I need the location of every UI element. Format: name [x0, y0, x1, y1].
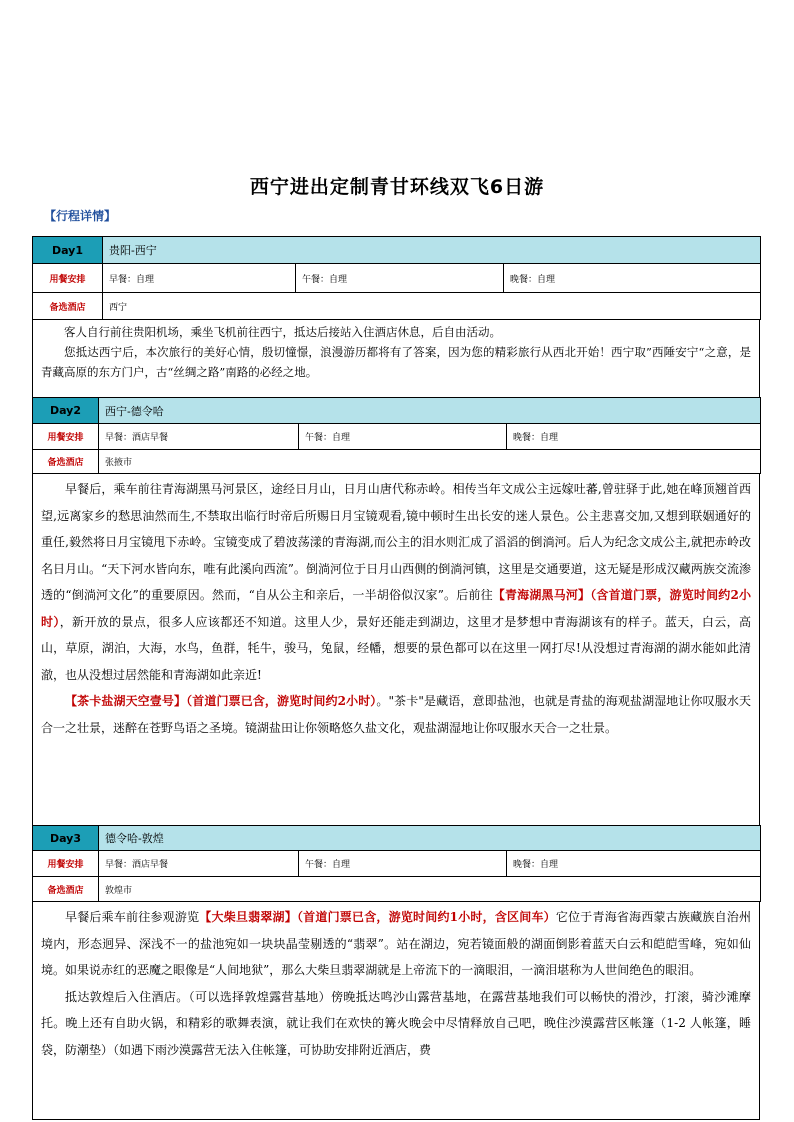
- meals-label: 用餐安排: [33, 851, 99, 877]
- day-1-block: [32, 236, 760, 398]
- hotel-label: 备选酒店: [33, 877, 99, 902]
- paragraph-text: 早餐后，乘车前往青海湖黑马河景区，途经日月山，日月山唐代称赤岭。相传当年文成公主远嫁吐蕃,曾驻驿于此,她在峰顶翘首西望,远离家乡的愁思油然而生,不禁取出临行时帝后所赐日月宝镜观看,镜中顿时生出长安的迷人景色。公主悲喜交加,又想到联姻通好的重任,毅然将日月宝镜甩下赤岭。宝镜变成了碧波荡漾的青海湖,而公主的泪水则汇成了滔滔的倒淌河。后人为纪念文成公主,就把赤岭改名日月山。“天下河水皆向东，唯有此溪向西流”。倒淌河位于日月山西侧的倒淌河镇，这里是交通要道，这无疑是形成汉藏两族交流渗透的“倒淌河文化”的重要原因。然而，“自从公主和亲后，一半胡俗似汉家”。后前往: [41, 482, 751, 602]
- day-label: Day1: [33, 237, 103, 264]
- section-label: 【行程详情】: [44, 209, 117, 223]
- lunch-cell: 午餐：自理: [299, 851, 507, 877]
- paragraph: [41, 904, 751, 984]
- lunch-cell: 午餐：自理: [299, 424, 507, 450]
- route-title: 德令哈-敦煌: [99, 826, 761, 851]
- paragraph: 您抵达西宁后，本次旅行的美好心情，殷切憧憬，浪漫游历都将有了答案，因为您的精彩旅行从西北开始！西宁取”西陲安宁“之意，是青藏高原的东方门户，古“丝绸之路”南路的必经之地。: [41, 345, 751, 379]
- day-3-table: [32, 825, 761, 902]
- day-1-description: [32, 320, 760, 398]
- dinner-cell: 晚餐：自理: [504, 264, 761, 293]
- day-2-description: [32, 474, 760, 826]
- breakfast-cell: 早餐：自理: [103, 264, 296, 293]
- day-label: Day2: [33, 398, 99, 424]
- breakfast-cell: 早餐：酒店早餐: [99, 851, 299, 877]
- meals-label: 用餐安排: [33, 424, 99, 450]
- page-title: 西宁进出定制青甘环线双飞6日游: [249, 176, 545, 198]
- meals-label: 用餐安排: [33, 264, 103, 293]
- paragraph: [41, 476, 751, 688]
- hotel-label: 备选酒店: [33, 450, 99, 474]
- day-1-table: [32, 236, 761, 320]
- paragraph-text: 它位于青海省海西蒙古族藏族自治州境内，形态迥异、深浅不一的盐池宛如一块块晶莹剔透的“翡翠”。站在湖边，宛若镜面般的湖面倒影着蓝天白云和皑皑雪峰，宛如仙境。如果说赤红的恶魔之眼像是“人间地狱”，那么大柴旦翡翠湖就是上帝流下的一滴眼泪，一滴泪堪称为人世间绝色的眼泪。: [41, 910, 751, 977]
- day-2-block: [32, 397, 760, 826]
- paragraph: 抵达敦煌后入住酒店。（可以选择敦煌露营基地）傍晚抵达鸣沙山露营基地，在露营基地我们可以畅快的滑沙，打滚，骑沙滩摩托。晚上还有自助火锅，和精彩的歌舞表演，就让我们在欢快的篝火晚会中尽情释放自己吧，晚住沙漠露营区帐篷（1-2 人帐篷，睡袋，防潮垫）（如遇下雨沙漠露营无法入住帐篷，可协助安排附近酒店，费: [41, 989, 751, 1057]
- highlight-attraction: 【茶卡盐湖天空壹号】（首道门票已含，游览时间约2小时）: [65, 694, 377, 708]
- hotel-cell: 西宁: [103, 293, 761, 320]
- hotel-cell: 敦煌市: [99, 877, 761, 902]
- lunch-cell: 午餐：自理: [296, 264, 504, 293]
- route-title: 西宁-德令哈: [99, 398, 761, 424]
- breakfast-cell: 早餐：酒店早餐: [99, 424, 299, 450]
- dinner-cell: 晚餐：自理: [507, 851, 761, 877]
- paragraph: 客人自行前往贵阳机场，乘坐飞机前往西宁，抵达后接站入住酒店休息，后自由活动。: [64, 325, 501, 339]
- paragraph-text: ，新开放的景点，很多人应该都还不知道。这里人少，景好还能走到湖边，这里才是梦想中青海湖该有的样子。蓝天，白云，高山，草原，湖泊，大海，水鸟，鱼群，牦牛，骏马，兔鼠，经幡，想要的景色都可以在这里一网打尽!从没想过青海湖的湖水能如此清澈，也从没想过居然能和青海湖如此亲近!: [41, 614, 751, 682]
- hotel-cell: 张掖市: [99, 450, 761, 474]
- day-2-table: [32, 397, 761, 474]
- dinner-cell: 晚餐：自理: [507, 424, 761, 450]
- paragraph: [41, 688, 751, 741]
- day-label: Day3: [33, 826, 99, 851]
- day-3-block: [32, 825, 760, 1120]
- highlight-attraction: 【青海湖黑马河】（含首道门票，游览时间约2小时）: [41, 588, 752, 629]
- paragraph-text: 。"茶卡"是藏语，意即盐池，也就是青盐的海观盐湖湿地让你叹服水天合一之壮景，迷醉在苍野鸟语之圣境。镜湖盐田让你领略悠久盐文化，观盐湖湿地让你叹服水天合一之壮景。: [41, 694, 751, 735]
- paragraph-text: 早餐后乘车前往参观游览: [65, 910, 200, 924]
- day-3-description: [32, 902, 760, 1120]
- highlight-attraction: 【大柴旦翡翠湖】（首道门票已含，游览时间约1小时，含区间车）: [199, 910, 556, 924]
- hotel-label: 备选酒店: [33, 293, 103, 320]
- route-title: 贵阳-西宁: [103, 237, 761, 264]
